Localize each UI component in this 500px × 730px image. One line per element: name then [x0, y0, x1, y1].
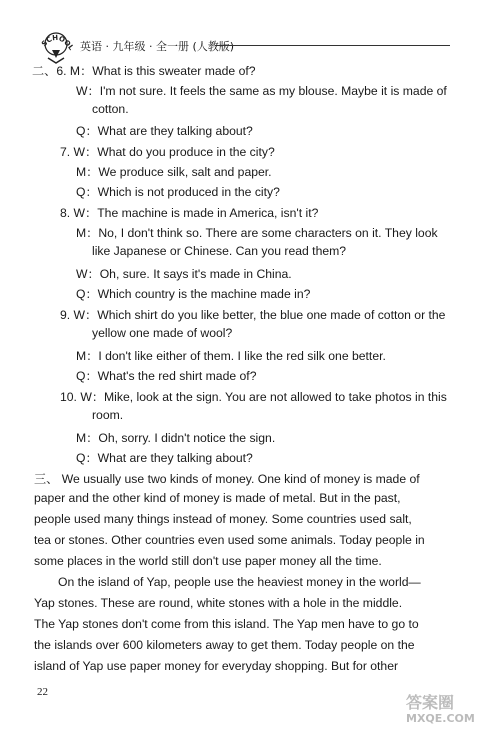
svg-text:SCHOOL: SCHOOL [40, 33, 76, 52]
text-line: room. [92, 408, 124, 422]
school-logo [36, 28, 76, 64]
page-number: 22 [37, 686, 48, 698]
text-line: 9. W：Which shirt do you like better, the blue one made of cotton or the [60, 308, 446, 322]
text-line: 三、 We usually use two kinds of money. One kind of money is made of [34, 472, 420, 486]
header-title: 英语 · 九年级 · 全一册 (人教版) [80, 40, 235, 53]
text-line: Yap stones. These are round, white stones with a hole in the middle. [34, 596, 403, 610]
text-line: M：I don't like either of them. I like the red silk one better. [76, 349, 386, 363]
text-line: Q：Which country is the machine made in? [76, 287, 311, 301]
text-line: people used many things instead of money. Some countries used salt, [34, 512, 412, 526]
text-line: On the island of Yap, people use the heaviest money in the world— [58, 575, 421, 589]
header-rule [215, 45, 450, 46]
text-line: W：I'm not sure. It feels the same as my blouse. Maybe it is made of [76, 84, 447, 98]
text-line: Q：What are they talking about? [76, 451, 253, 465]
text-line: M：We produce silk, salt and paper. [76, 165, 272, 179]
text-line: W：Oh, sure. It says it's made in China. [76, 267, 292, 281]
text-line: M：Oh, sorry. I didn't notice the sign. [76, 431, 276, 445]
text-line: 二、6. M：What is this sweater made of? [32, 64, 256, 78]
text-line: 10. W：Mike, look at the sign. You are not allowed to take photos in this [60, 390, 447, 404]
text-line: 8. W：The machine is made in America, isn't it? [60, 206, 319, 220]
watermark [400, 690, 496, 726]
text-line: cotton. [92, 102, 129, 116]
text-line: island of Yap use paper money for everyday shopping. But for other [34, 659, 399, 673]
text-line: tea or stones. Other countries even used some animals. Today people in [34, 533, 425, 547]
text-line: the islands over 600 kilometers away to get them. Today people on the [34, 638, 415, 652]
text-line: The Yap stones don't come from this island. The Yap men have to go to [34, 617, 419, 631]
text-line: yellow one made of wool? [92, 326, 233, 340]
text-line: some places in the world still don't use paper money all the time. [34, 554, 382, 568]
text-line: M：No, I don't think so. There are some characters on it. They look [76, 226, 438, 240]
text-line: Q：What are they talking about? [76, 124, 253, 138]
text-line: Q：What's the red shirt made of? [76, 369, 257, 383]
text-line: 7. W：What do you produce in the city? [60, 145, 275, 159]
text-line: like Japanese or Chinese. Can you read them? [92, 244, 347, 258]
svg-text:MXQE.COM: MXQE.COM [406, 712, 475, 725]
text-line: paper and the other kind of money is made of metal. But in the past, [34, 491, 401, 505]
svg-text:答案圈: 答案圈 [406, 693, 455, 712]
text-line: Q：Which is not produced in the city? [76, 185, 280, 199]
